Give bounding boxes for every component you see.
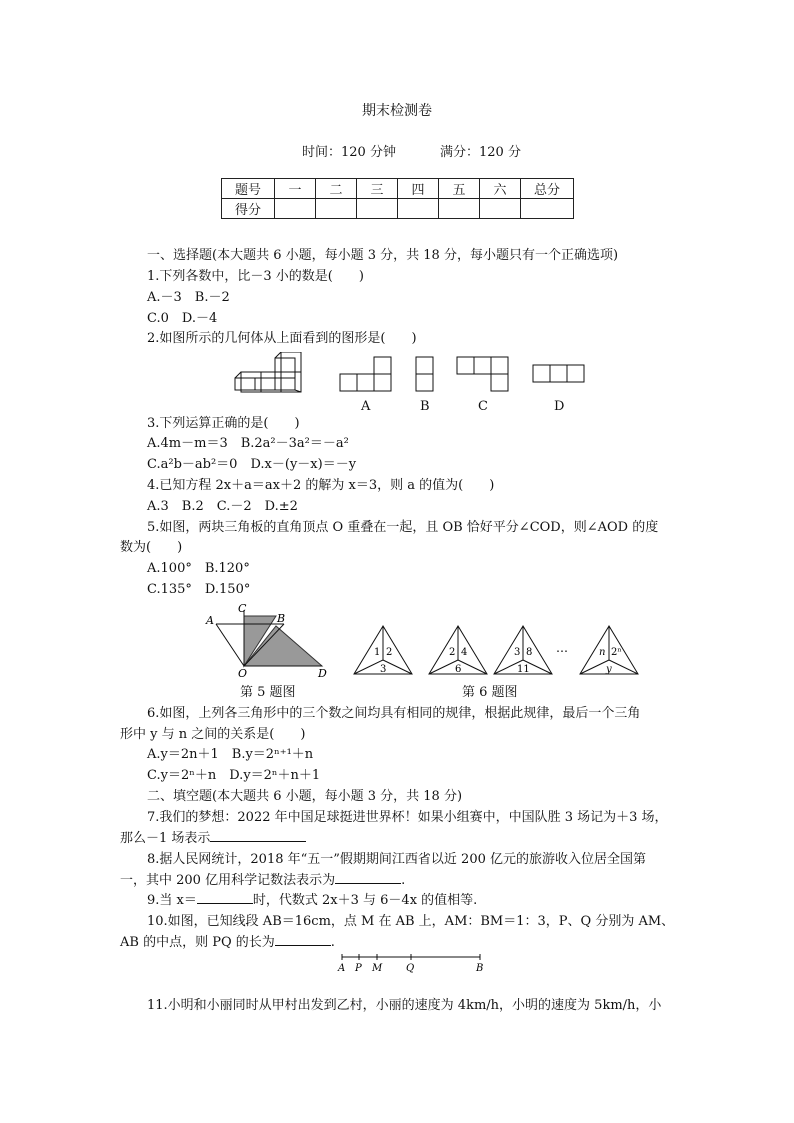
- option-d-shape: [533, 365, 584, 382]
- score-input-cell: [357, 199, 398, 219]
- q6-stem-2: 形中 y 与 n 之间的关系是( ): [120, 727, 306, 742]
- option-a-shape: [340, 357, 391, 391]
- q3-stem: 3.下列运算正确的是( ): [147, 416, 300, 431]
- fig6-caption: 第 6 题图: [462, 685, 518, 700]
- q7-line-2: [120, 829, 306, 849]
- q8-text: 一，其中 200 亿用科学记数法表示为: [120, 873, 336, 888]
- q2-label-b: B: [420, 399, 430, 414]
- fig10-label-a: A: [338, 963, 346, 974]
- fig5-label-b: B: [277, 612, 286, 625]
- score-cell: 得分: [222, 199, 275, 219]
- option-c-shape: [457, 357, 508, 391]
- q5-options-1: A.100° B.120°: [147, 561, 250, 576]
- fig6-t1-right: 2: [386, 647, 393, 658]
- q9-text-1: 9.当 x＝: [147, 893, 197, 908]
- q6-stem-1: 6.如图，上列各三角形中的三个数之间均具有相同的规律，根据此规律，最后一个三角: [147, 706, 641, 721]
- q7-text: 那么－1 场表示: [120, 831, 211, 846]
- q6-options-2: C.y＝2ⁿ＋n D.y＝2ⁿ＋n＋1: [147, 768, 321, 783]
- fig6-t3-left: 3: [514, 647, 521, 658]
- score-input-cell: [439, 199, 480, 219]
- fig5-label-d: D: [318, 667, 327, 680]
- score-input-cell: [275, 199, 316, 219]
- fig6-t2-bottom: 6: [455, 664, 462, 675]
- q5-options-2: C.135° D.150°: [147, 582, 251, 597]
- fig6-t3-bottom: 11: [517, 664, 530, 675]
- q10-answer-blank: [275, 933, 331, 946]
- time-limit: 时间：120 分钟: [302, 145, 396, 160]
- fig5-diagram: [200, 600, 340, 680]
- score-table-header-row: [222, 179, 574, 199]
- fig6-t3-right: 8: [526, 647, 533, 658]
- fig10-label-p: P: [355, 963, 362, 974]
- section2-heading: 二、填空题(本大题共 6 小题，每小题 3 分，共 18 分): [147, 789, 463, 804]
- q3-options-1: A.4m－m＝3 B.2a²－3a²＝－a²: [147, 436, 349, 451]
- fig6-ellipsis: …: [556, 641, 568, 655]
- q2-label-d: D: [554, 399, 565, 414]
- q8-answer-blank: [335, 871, 401, 884]
- score-cell: 二: [316, 179, 357, 199]
- q1-stem: 1.下列各数中，比－3 小的数是( ): [147, 269, 364, 284]
- score-cell: 五: [439, 179, 480, 199]
- q6-options-1: A.y＝2n＋1 B.y＝2ⁿ⁺¹＋n: [147, 747, 314, 762]
- fig5-label-a: A: [206, 614, 214, 627]
- q3-options-2: C.a²b－ab²＝0 D.x－(y－x)＝－y: [147, 457, 357, 472]
- q10-text: AB 的中点，则 PQ 的长为: [120, 935, 275, 950]
- q9-line: [147, 891, 477, 911]
- q2-label-c: C: [478, 399, 488, 414]
- fig6-t4-left: n: [599, 647, 606, 658]
- fig6-t1-bottom: 3: [380, 664, 387, 675]
- score-table: [221, 178, 574, 219]
- q4-stem: 4.已知方程 2x＋a＝ax＋2 的解为 x＝3，则 a 的值为( ): [147, 478, 495, 493]
- q9-text-2: 时，代数式 2x＋3 与 6－4x 的值相等.: [252, 893, 478, 908]
- fig10-label-m: M: [372, 963, 383, 974]
- fig10-label-q: Q: [406, 963, 415, 974]
- q1-options-1: A.－3 B.－2: [147, 290, 230, 305]
- score-input-cell: [480, 199, 521, 219]
- q1-options-2: C.0 D.－4: [147, 311, 218, 326]
- solid-figure: [235, 352, 301, 392]
- score-cell: 三: [357, 179, 398, 199]
- fig6-t2-right: 4: [461, 647, 468, 658]
- option-b-shape: [416, 357, 433, 391]
- q5-stem-2: 数为( ): [120, 540, 183, 555]
- fig6-diagram: [350, 622, 640, 678]
- score-cell: 总分: [521, 179, 574, 199]
- score-input-cell: [316, 199, 357, 219]
- fig6-t4-right: 2ⁿ: [611, 647, 622, 658]
- q10-period: .: [330, 935, 335, 950]
- score-input-cell: [398, 199, 439, 219]
- q2-label-a: A: [361, 399, 371, 414]
- full-score: 满分：120 分: [440, 145, 521, 160]
- fig5-label-o: O: [238, 667, 248, 680]
- section1-heading: 一、选择题(本大题共 6 小题，每小题 3 分，共 18 分，每小题只有一个正确选项): [147, 248, 619, 263]
- fig6-t1-left: 1: [374, 647, 381, 658]
- q7-answer-blank: [210, 829, 306, 842]
- score-input-cell: [521, 199, 574, 219]
- score-cell: 题号: [222, 179, 275, 199]
- q4-options: A.3 B.2 C.－2 D.±2: [147, 499, 298, 514]
- fig5-label-c: C: [238, 602, 247, 615]
- q7-line-1: 7.我们的梦想：2022 年中国足球挺进世界杯！如果小组赛中，中国队胜 3 场记为＋3 场，: [147, 810, 668, 825]
- fig5-caption: 第 5 题图: [240, 685, 296, 700]
- q10-line-1: 10.如图，已知线段 AB＝16cm，点 M 在 AB 上，AM：BM＝1：3，P、Q 分别为 AM、: [147, 914, 675, 929]
- score-cell: 四: [398, 179, 439, 199]
- fig6-t2-left: 2: [449, 647, 456, 658]
- q2-stem: 2.如图所示的几何体从上面看到的图形是( ): [147, 331, 417, 346]
- score-cell: 六: [480, 179, 521, 199]
- page-title: 期末检测卷: [362, 103, 432, 119]
- q8-period: .: [401, 873, 406, 888]
- score-table-score-row: [222, 199, 574, 219]
- score-cell: 一: [275, 179, 316, 199]
- q8-line-2: [120, 871, 405, 891]
- q11-line-1: 11.小明和小丽同时从甲村出发到乙村，小丽的速度为 4km/h，小明的速度为 5km/h，小: [147, 998, 662, 1013]
- q10-line-2: [120, 933, 335, 953]
- fig10-segment: [330, 950, 495, 974]
- fig10-label-b: B: [476, 963, 484, 974]
- q9-answer-blank: [197, 891, 253, 904]
- q5-stem-1: 5.如图，两块三角板的直角顶点 O 重叠在一起，且 OB 恰好平分∠COD，则∠AOD 的度: [147, 520, 659, 535]
- fig6-t4-bottom: y: [606, 664, 612, 675]
- q8-line-1: 8.据人民网统计，2018 年“五一”假期期间江西省以近 200 亿元的旅游收入位居全国第: [147, 852, 646, 867]
